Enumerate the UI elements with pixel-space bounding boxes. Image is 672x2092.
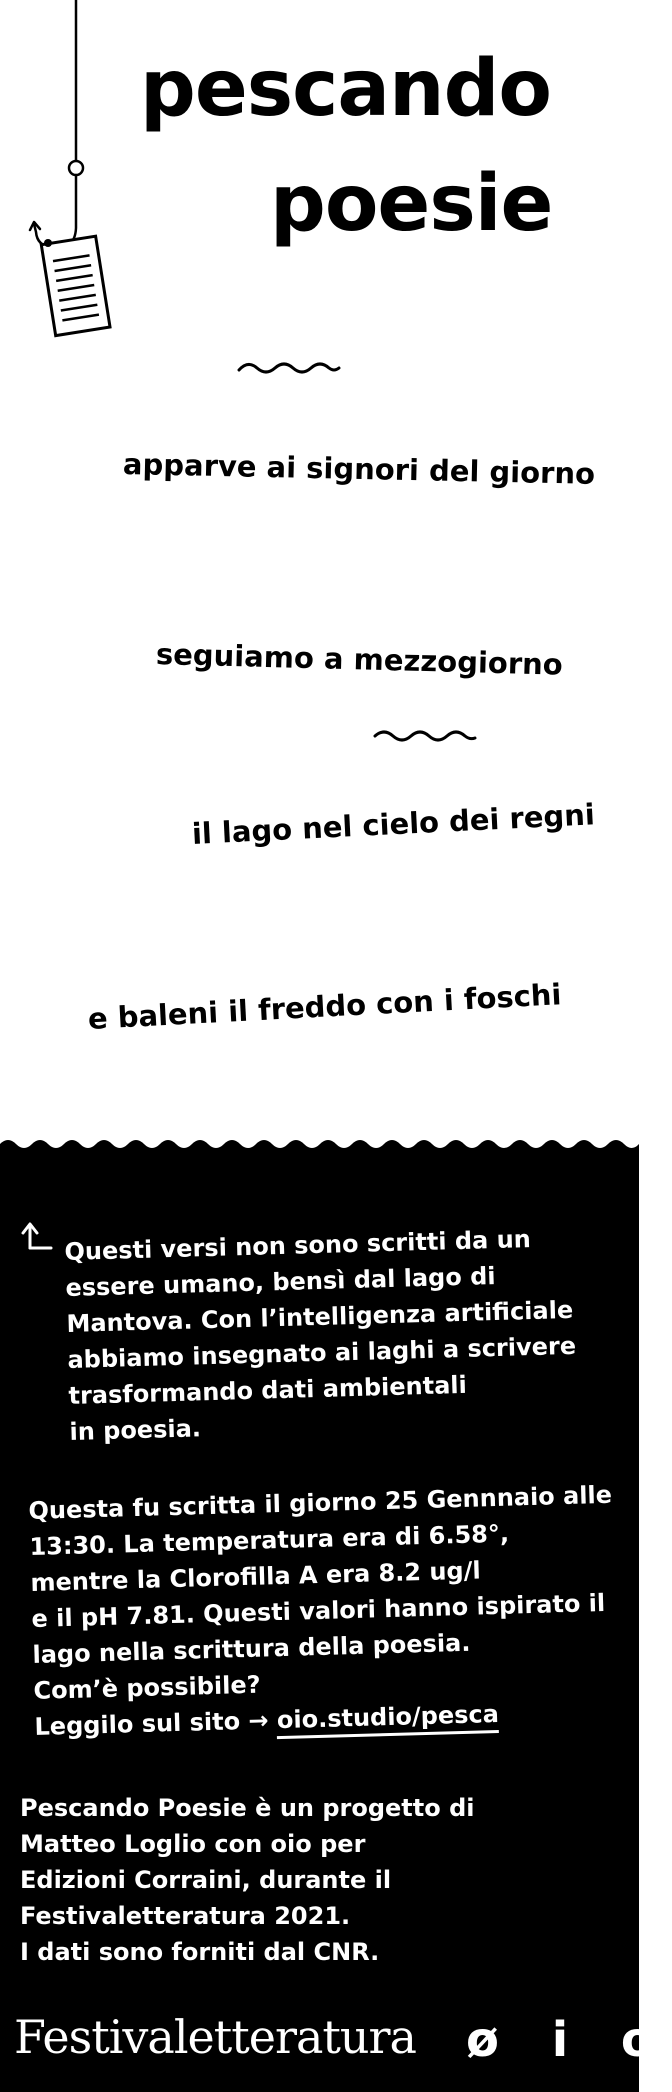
- project-site-link[interactable]: oio.studio/pesca: [277, 1700, 500, 1739]
- intro-line: Questi versi non sono scritti da un: [64, 1224, 532, 1266]
- credits-line: Matteo Loglio con oio per: [20, 1830, 366, 1858]
- data-line: Com’è possibile?: [33, 1670, 261, 1705]
- wave-divider-icon: [236, 358, 342, 378]
- page-title-line-2: poesie: [270, 159, 553, 249]
- credits-line: I dati sono forniti dal CNR.: [20, 1938, 380, 1966]
- intro-line: essere umano, bensì dal lago di: [65, 1261, 496, 1302]
- poem-line: il lago nel cielo dei regni: [191, 797, 596, 851]
- data-line: lago nella scrittura della poesia.: [32, 1628, 471, 1669]
- intro-line: in poesia.: [69, 1414, 202, 1446]
- wave-divider-icon: [372, 728, 478, 748]
- poem-line: apparve ai signori del giorno: [122, 447, 596, 491]
- wave-edge: [0, 1136, 639, 1152]
- fishing-hook-illustration: [20, 0, 130, 350]
- oio-logo: ø i o: [466, 2012, 672, 2068]
- intro-line: trasformando dati ambientali: [68, 1370, 468, 1410]
- data-line: Questa fu scritta il giorno 25 Gennnaio alle: [28, 1480, 613, 1525]
- page-title-line-1: pescando: [140, 44, 551, 134]
- credits-line: Festivaletteratura 2021.: [20, 1902, 351, 1930]
- intro-paragraph: [64, 1220, 579, 1450]
- data-line: 13:30. La temperatura era di 6.58°,: [29, 1519, 510, 1561]
- intro-line: abbiamo insegnato ai laghi a scrivere: [67, 1331, 577, 1374]
- intro-line: Mantova. Con l’intelligenza artificiale: [66, 1295, 574, 1338]
- data-line: mentre la Clorofilla A era 8.2 ug/l: [30, 1556, 481, 1597]
- corner-up-left-arrow-icon: [20, 1220, 54, 1252]
- poem-line: seguiamo a mezzogiorno: [155, 637, 564, 682]
- data-line: e il pH 7.81. Questi valori hanno ispirato il: [31, 1588, 606, 1633]
- credits-paragraph: [20, 1790, 475, 1970]
- festivaletteratura-logo: Festivaletteratura: [14, 2010, 416, 2064]
- read-more-prefix: Leggilo sul sito →: [34, 1706, 269, 1741]
- credits-line: Edizioni Corraini, durante il: [20, 1866, 392, 1894]
- credits-line: Pescando Poesie è un progetto di: [20, 1794, 475, 1822]
- info-section: [0, 1150, 672, 2092]
- data-paragraph: [28, 1477, 618, 1745]
- poem-line: e baleni il freddo con i foschi: [87, 977, 563, 1036]
